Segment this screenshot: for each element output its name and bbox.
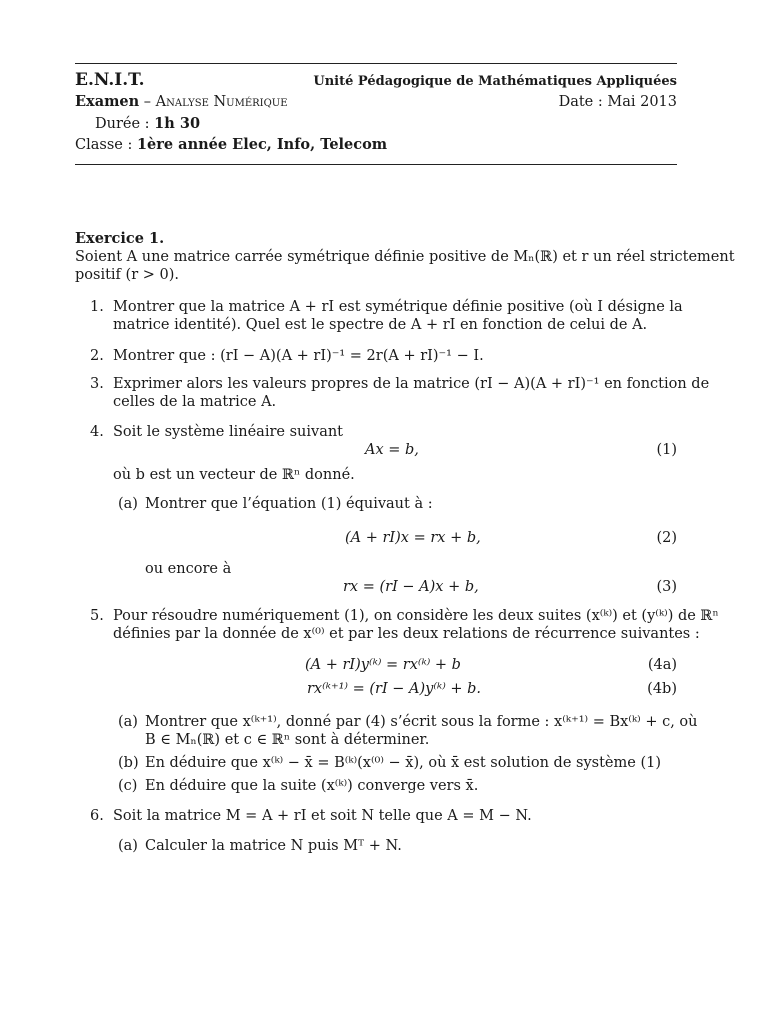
item-5a-line-2: B ∈ Mₙ(ℝ) et c ∈ ℝⁿ sont à déterminer. <box>145 732 430 748</box>
item-4-number: 4. <box>90 424 104 440</box>
item-6a-label: (a) <box>118 838 138 854</box>
exam-dash: – <box>139 94 156 110</box>
item-3-line-2: celles de la matrice A. <box>113 394 277 410</box>
item-2-number: 2. <box>90 348 104 364</box>
item-4a-or: ou encore à <box>145 561 232 577</box>
item-5-line-1: Pour résoudre numériquement (1), on considère les deux suites (x⁽ᵏ⁾) et (y⁽ᵏ⁾) de ℝⁿ <box>113 608 719 624</box>
equation-1-number: (1) <box>656 442 677 458</box>
item-5-number: 5. <box>90 608 104 624</box>
item-6-line-1: Soit la matrice M = A + rI et soit N telle que A = M − N. <box>113 808 532 824</box>
duration-label: Durée : <box>95 116 155 132</box>
item-3-number: 3. <box>90 376 104 392</box>
exercise-intro-line-1: Soient A une matrice carrée symétrique définie positive de Mₙ(ℝ) et r un réel strictement <box>75 249 735 265</box>
equation-3: rx = (rI − A)x + b, <box>343 579 479 595</box>
item-5a-line-1: Montrer que x⁽ᵏ⁺¹⁾, donné par (4) s’écrit sous la forme : x⁽ᵏ⁺¹⁾ = Bx⁽ᵏ⁾ + c, où <box>145 714 698 730</box>
item-4-line-1: Soit le système linéaire suivant <box>113 424 344 440</box>
header-bottom-rule <box>75 164 677 165</box>
exercise-title: Exercice 1. <box>75 230 165 247</box>
item-1-line-1: Montrer que la matrice A + rI est symétrique définie positive (où I désigne la <box>113 299 683 315</box>
item-5b-label: (b) <box>118 755 139 771</box>
item-5c-label: (c) <box>118 778 138 794</box>
exam-subject: Analyse Numérique <box>155 94 288 110</box>
class-label: Classe : <box>75 137 137 153</box>
item-5-line-2: définies par la donnée de x⁽⁰⁾ et par les deux relations de récurrence suivantes : <box>113 626 700 642</box>
duration-value: 1h 30 <box>154 115 201 132</box>
exam-page <box>75 0 735 1024</box>
equation-2: (A + rI)x = rx + b, <box>345 530 481 546</box>
equation-4a-number: (4a) <box>647 657 677 673</box>
institution-name: E.N.I.T. <box>75 70 145 90</box>
item-6-number: 6. <box>90 808 104 824</box>
item-5c-line-1: En déduire que la suite (x⁽ᵏ⁾) converge vers x̄. <box>145 778 479 794</box>
item-1-line-2: matrice identité). Quel est le spectre de A + rI en fonction de celui de A. <box>113 317 648 333</box>
date-value: Mai 2013 <box>607 94 677 110</box>
exam-date <box>559 93 677 111</box>
item-4-after: où b est un vecteur de ℝⁿ donné. <box>113 467 355 483</box>
item-2-line-1: Montrer que : (rI − A)(A + rI)⁻¹ = 2r(A + rI)⁻¹ − I. <box>113 348 484 364</box>
item-6a-line-1: Calculer la matrice N puis Mᵀ + N. <box>145 838 402 854</box>
equation-2-number: (2) <box>656 530 677 546</box>
item-3-line-1: Exprimer alors les valeurs propres de la matrice (rI − A)(A + rI)⁻¹ en fonction de <box>113 376 710 392</box>
item-4a-text: Montrer que l’équation (1) équivaut à : <box>145 496 433 512</box>
equation-4b-number: (4b) <box>647 681 677 697</box>
exercise-intro-line-2: positif (r > 0). <box>75 267 179 283</box>
equation-4b: rx⁽ᵏ⁺¹⁾ = (rI − A)y⁽ᵏ⁾ + b. <box>307 681 482 697</box>
equation-1: Ax = b, <box>365 442 419 458</box>
item-5b-line-1: En déduire que x⁽ᵏ⁾ − x̄ = B⁽ᵏ⁾(x⁽⁰⁾ − x̄), où x̄ est solution de système (1) <box>145 755 661 771</box>
exam-line <box>75 93 288 111</box>
item-4a-label: (a) <box>118 496 138 512</box>
date-label: Date : <box>558 94 608 110</box>
exam-duration <box>95 115 200 133</box>
item-1-number: 1. <box>90 299 104 315</box>
exam-label: Examen <box>75 93 140 110</box>
equation-3-number: (3) <box>656 579 677 595</box>
header-top-rule <box>75 63 677 64</box>
department-name: Unité Pédagogique de Mathématiques Appliquées <box>313 74 677 89</box>
class-value: 1ère année Elec, Info, Telecom <box>136 136 388 153</box>
equation-4a: (A + rI)y⁽ᵏ⁾ = rx⁽ᵏ⁾ + b <box>305 657 461 673</box>
item-5a-label: (a) <box>118 714 138 730</box>
exam-class <box>75 136 387 154</box>
